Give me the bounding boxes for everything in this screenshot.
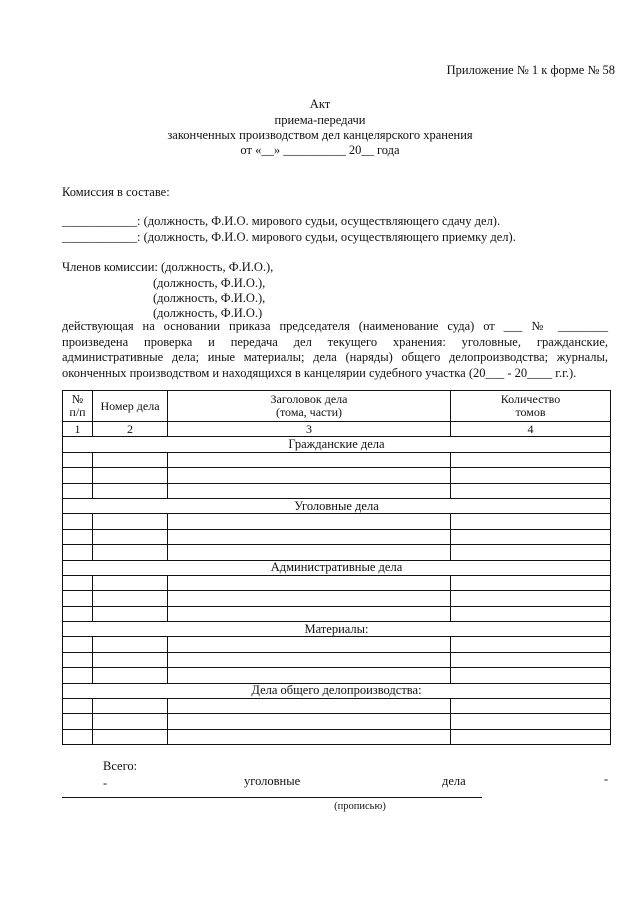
table-cell[interactable]: [93, 452, 168, 467]
table-cell[interactable]: [63, 652, 93, 667]
column-header-line: Номер дела: [100, 398, 160, 413]
column-header-line: томов: [515, 405, 546, 419]
basis-paragraph: действующая на основании приказа председателя (наименование суда) от ___ № ________ произведена проверка и передача дел текущего хранения: уголовные, гражданские, административные дела; иные материалы; дела (наряды) общего делопроизводства; журналы, оконченных производством и находящихся в канцелярии судебного участка (20___ - 20____ г.г.).: [62, 319, 608, 380]
table-header-row: [63, 391, 611, 422]
column-header: [63, 391, 93, 422]
table-cell[interactable]: [451, 729, 611, 744]
member-line: (должность, Ф.И.О.),: [153, 291, 266, 305]
column-number: 4: [451, 422, 611, 437]
table-cell[interactable]: [63, 606, 93, 621]
table-row: [63, 483, 611, 498]
section-title: Уголовные дела: [63, 498, 611, 513]
column-number: 1: [63, 422, 93, 437]
signature-line: [62, 797, 482, 798]
doc-subtitle-2: законченных производством дел канцелярского хранения: [167, 128, 473, 142]
cases-table: [62, 390, 611, 745]
section-title: Дела общего делопроизводства:: [63, 683, 611, 698]
table-cell[interactable]: [451, 699, 611, 714]
table-cell[interactable]: [63, 729, 93, 744]
table-cell[interactable]: [168, 483, 451, 498]
column-number-row: [63, 422, 611, 437]
table-cell[interactable]: [63, 637, 93, 652]
table-cell[interactable]: [451, 606, 611, 621]
table-row: [63, 652, 611, 667]
table-cell[interactable]: [93, 514, 168, 529]
column-header-line: (тома, части): [275, 405, 343, 419]
table-row: [63, 606, 611, 621]
table-cell[interactable]: [451, 468, 611, 483]
table-cell[interactable]: [168, 606, 451, 621]
table-row: [63, 529, 611, 544]
member-line: (должность, Ф.И.О.): [153, 306, 263, 320]
doc-date-line: от «__» __________ 20__ года: [240, 143, 400, 157]
section-row: [63, 622, 611, 637]
in-words-caption: (прописью): [334, 801, 386, 812]
table-cell[interactable]: [63, 714, 93, 729]
column-header-line: Заголовок дела: [270, 392, 348, 406]
table-cell[interactable]: [168, 699, 451, 714]
table-cell[interactable]: [63, 545, 93, 560]
column-header-line: Количество: [500, 392, 561, 406]
table-cell[interactable]: [63, 699, 93, 714]
table-cell[interactable]: [168, 652, 451, 667]
column-header: [93, 391, 168, 422]
member-line: (должность, Ф.И.О.),: [153, 276, 266, 290]
table-cell[interactable]: [93, 637, 168, 652]
section-title: Материалы:: [63, 622, 611, 637]
cases-label: дела: [442, 774, 466, 788]
table-cell[interactable]: [93, 591, 168, 606]
table-row: [63, 637, 611, 652]
table-cell[interactable]: [63, 514, 93, 529]
table-cell[interactable]: [451, 483, 611, 498]
section-row: [63, 683, 611, 698]
table-cell[interactable]: [168, 591, 451, 606]
signatory-acceptance: ____________: (должность, Ф.И.О. мирового судьи, осуществляющего приемку дел).: [62, 230, 516, 244]
signatory-handover: ____________: (должность, Ф.И.О. мирового судьи, осуществляющего сдачу дел).: [62, 214, 501, 228]
doc-title: Акт: [309, 97, 331, 111]
table-row: [63, 452, 611, 467]
table-cell[interactable]: [93, 714, 168, 729]
table-cell[interactable]: [168, 452, 451, 467]
table-cell[interactable]: [168, 514, 451, 529]
table-cell[interactable]: [168, 668, 451, 683]
table-cell[interactable]: [93, 699, 168, 714]
section-row: [63, 437, 611, 452]
table-cell[interactable]: [451, 452, 611, 467]
end-dash: -: [604, 772, 609, 786]
column-header-line: №: [71, 392, 84, 406]
table-cell[interactable]: [93, 652, 168, 667]
table-cell[interactable]: [93, 606, 168, 621]
table-cell[interactable]: [168, 529, 451, 544]
section-title: Административные дела: [63, 560, 611, 575]
total-label: Всего:: [103, 759, 138, 773]
table-cell[interactable]: [63, 468, 93, 483]
table-cell[interactable]: [168, 575, 451, 590]
table-cell[interactable]: [451, 714, 611, 729]
section-row: [63, 498, 611, 513]
table-row: [63, 729, 611, 744]
table-cell[interactable]: [63, 483, 93, 498]
table-cell[interactable]: [451, 529, 611, 544]
doc-subtitle: приема-передачи: [274, 113, 366, 127]
table-row: [63, 714, 611, 729]
table-cell[interactable]: [63, 575, 93, 590]
table-cell[interactable]: [451, 591, 611, 606]
table-cell[interactable]: [451, 637, 611, 652]
table-cell[interactable]: [451, 514, 611, 529]
total-dash: -: [103, 776, 108, 790]
column-header: [168, 391, 451, 422]
table-cell[interactable]: [63, 668, 93, 683]
column-header-line: п/п: [69, 405, 86, 419]
members-first: Членов комиссии: (должность, Ф.И.О.),: [62, 260, 274, 274]
table-cell[interactable]: [451, 545, 611, 560]
section-row: [63, 560, 611, 575]
table-cell[interactable]: [451, 575, 611, 590]
table-cell[interactable]: [168, 729, 451, 744]
table-cell[interactable]: [93, 545, 168, 560]
section-title: Гражданские дела: [63, 437, 611, 452]
table-cell[interactable]: [93, 483, 168, 498]
table-row: [63, 514, 611, 529]
criminal-label: уголовные: [244, 774, 301, 788]
table-row: [63, 545, 611, 560]
table-cell[interactable]: [63, 452, 93, 467]
table-cell[interactable]: [168, 468, 451, 483]
column-number: 3: [168, 422, 451, 437]
table-cell[interactable]: [93, 529, 168, 544]
table-cell[interactable]: [93, 575, 168, 590]
table-cell[interactable]: [451, 652, 611, 667]
table-cell[interactable]: [168, 637, 451, 652]
table-cell[interactable]: [93, 668, 168, 683]
table-cell[interactable]: [93, 729, 168, 744]
table-row: [63, 575, 611, 590]
column-header: [451, 391, 611, 422]
table-cell[interactable]: [63, 591, 93, 606]
table-cell[interactable]: [63, 529, 93, 544]
table-cell[interactable]: [168, 714, 451, 729]
table-cell[interactable]: [451, 668, 611, 683]
commission-label: Комиссия в составе:: [62, 185, 170, 199]
table-row: [63, 468, 611, 483]
table-row: [63, 699, 611, 714]
column-number: 2: [93, 422, 168, 437]
table-row: [63, 591, 611, 606]
appendix-note: Приложение № 1 к форме № 58: [446, 63, 615, 77]
table-cell[interactable]: [168, 545, 451, 560]
table-row: [63, 668, 611, 683]
table-cell[interactable]: [93, 468, 168, 483]
